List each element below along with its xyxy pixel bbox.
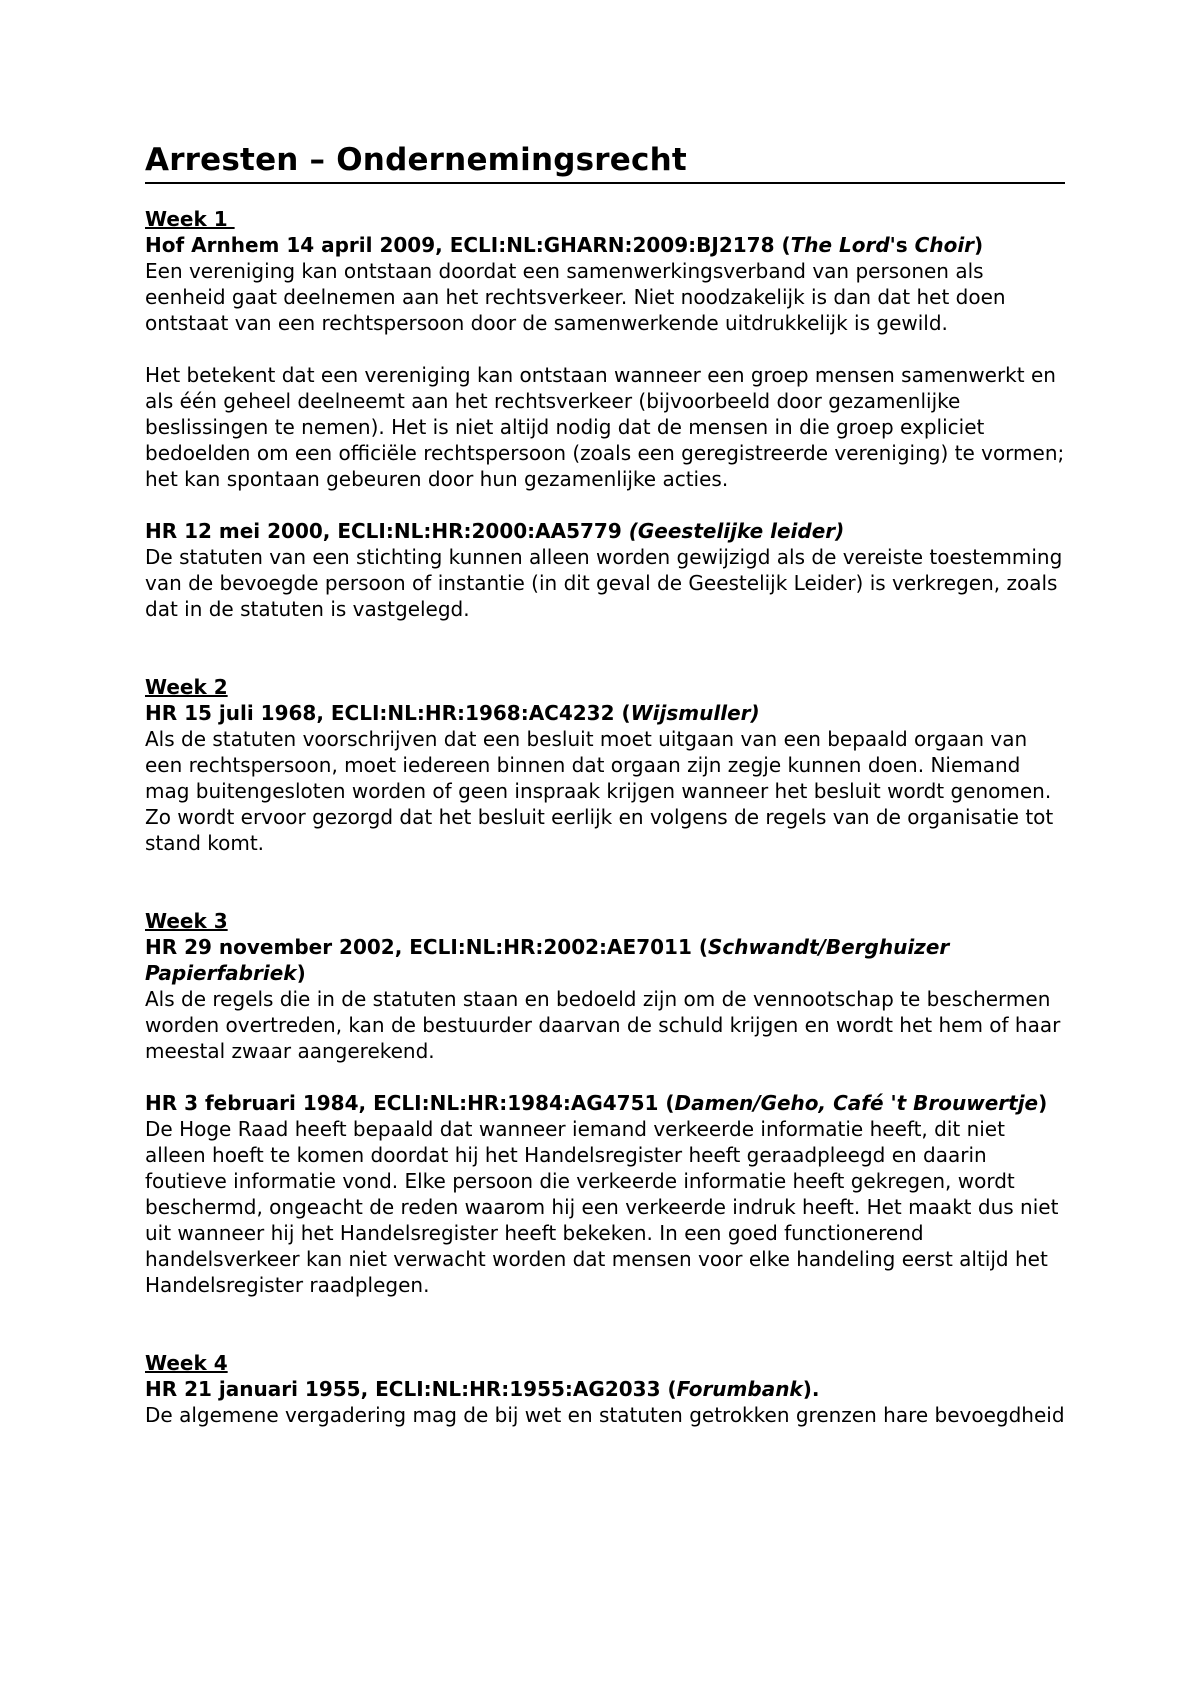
week-3-section xyxy=(145,908,1065,1298)
case-heading-forumbank xyxy=(145,1376,1065,1402)
case-citation: HR 15 juli 1968, ECLI:NL:HR:1968:AC4232 ( xyxy=(145,701,631,725)
case-summary: Een vereniging kan ontstaan doordat een samenwerkingsverband van personen als eenheid gaat deelnemen aan het rechtsverkeer. Niet noodzakelijk is dan dat het doen ontstaat van een rechtspersoon door de samenwerkende uitdrukkelijk is gewild. xyxy=(145,259,1006,335)
week-4-section xyxy=(145,1350,1065,1428)
case-heading-schwandt xyxy=(145,934,1065,986)
document-title: Arresten – Ondernemingsrecht xyxy=(145,140,1065,184)
week-1-heading: Week 1 xyxy=(145,207,235,231)
case-heading-close: ) xyxy=(974,233,984,257)
case-summary: De Hoge Raad heeft bepaald dat wanneer iemand verkeerde informatie heeft, dit niet alleen hoeft te komen doordat hij het Handelsregister heeft geraadpleegd en daarin foutieve informatie vond. Elke persoon die verkeerde informatie heeft gekregen, wordt beschermd, ongeacht de reden waarom hij een verkeerde indruk heeft. Het maakt dus niet uit wanneer hij het Handelsregister heeft bekeken. In een goed functionerend handelsverkeer kan niet verwacht worden dat mensen voor elke handeling eerst altijd het Handelsregister raadplegen. xyxy=(145,1117,1059,1297)
week-2-section xyxy=(145,674,1065,856)
case-heading-lords-choir xyxy=(145,232,1065,258)
case-citation: HR 29 november 2002, ECLI:NL:HR:2002:AE7011 ( xyxy=(145,935,708,959)
case-name-italic: Forumbank xyxy=(676,1377,803,1401)
case-summary: Als de regels die in de statuten staan en bedoeld zijn om de vennootschap te beschermen worden overtreden, kan de bestuurder daarvan de schuld krijgen en wordt het hem of haar meestal zwaar aangerekend. xyxy=(145,987,1061,1063)
case-name-italic: The Lord xyxy=(790,233,890,257)
case-heading-close: ) xyxy=(296,961,306,985)
case-citation: HR 12 mei 2000, ECLI:NL:HR:2000:AA5779 xyxy=(145,519,629,543)
case-summary: Als de statuten voorschrijven dat een besluit moet uitgaan van een bepaald orgaan van een rechtspersoon, moet iedereen binnen dat orgaan zijn zegje kunnen doen. Niemand mag buitengesloten worden of geen inspraak krijgen wanneer het besluit wordt genomen. Zo wordt ervoor gezorgd dat het besluit eerlijk en volgens de regels van de organisatie tot stand komt. xyxy=(145,727,1054,855)
case-heading-close: ) xyxy=(1038,1091,1048,1115)
case-name-italic: (Geestelijke leider) xyxy=(628,519,845,543)
week-2-heading: Week 2 xyxy=(145,675,228,699)
case-heading-wijsmuller xyxy=(145,700,1065,726)
week-1-section xyxy=(145,206,1065,622)
case-name-suffix: 's xyxy=(889,233,915,257)
case-heading-geestelijke-leider xyxy=(145,518,1065,544)
case-name-italic: Schwandt/Berghuizer Papierfabriek xyxy=(145,935,950,985)
case-citation: HR 21 januari 1955, ECLI:NL:HR:1955:AG2033 ( xyxy=(145,1377,677,1401)
case-heading-damen-geho xyxy=(145,1090,1065,1116)
case-summary: De statuten van een stichting kunnen alleen worden gewijzigd als de vereiste toestemming van de bevoegde persoon of instantie (in dit geval de Geestelijk Leider) is verkregen, zoals dat in de statuten is vastgelegd. xyxy=(145,545,1063,621)
case-citation: HR 3 februari 1984, ECLI:NL:HR:1984:AG4751 ( xyxy=(145,1091,675,1115)
week-4-heading: Week 4 xyxy=(145,1351,228,1375)
case-name-italic: Wijsmuller) xyxy=(630,701,760,725)
week-3-heading: Week 3 xyxy=(145,909,228,933)
case-name-italic: Damen/Geho, Café 't Brouwertje xyxy=(674,1091,1039,1115)
case-explanation: Het betekent dat een vereniging kan ontstaan wanneer een groep mensen samenwerkt en als één geheel deelneemt aan het rechtsverkeer (bijvoorbeeld door gezamenlijke beslissingen te nemen). Het is niet altijd nodig dat de mensen in die groep expliciet bedoelden om een officiële rechtspersoon (zoals een geregistreerde vereniging) te vormen; het kan spontaan gebeuren door hun gezamenlijke acties. xyxy=(145,363,1065,491)
case-citation: Hof Arnhem 14 april 2009, ECLI:NL:GHARN:2009:BJ2178 ( xyxy=(145,233,791,257)
case-heading-close: ). xyxy=(802,1377,820,1401)
case-summary: De algemene vergadering mag de bij wet en statuten getrokken grenzen hare bevoegdheid xyxy=(145,1403,1065,1427)
case-name-italic-2: Choir xyxy=(914,233,975,257)
document-page xyxy=(145,140,1065,1428)
